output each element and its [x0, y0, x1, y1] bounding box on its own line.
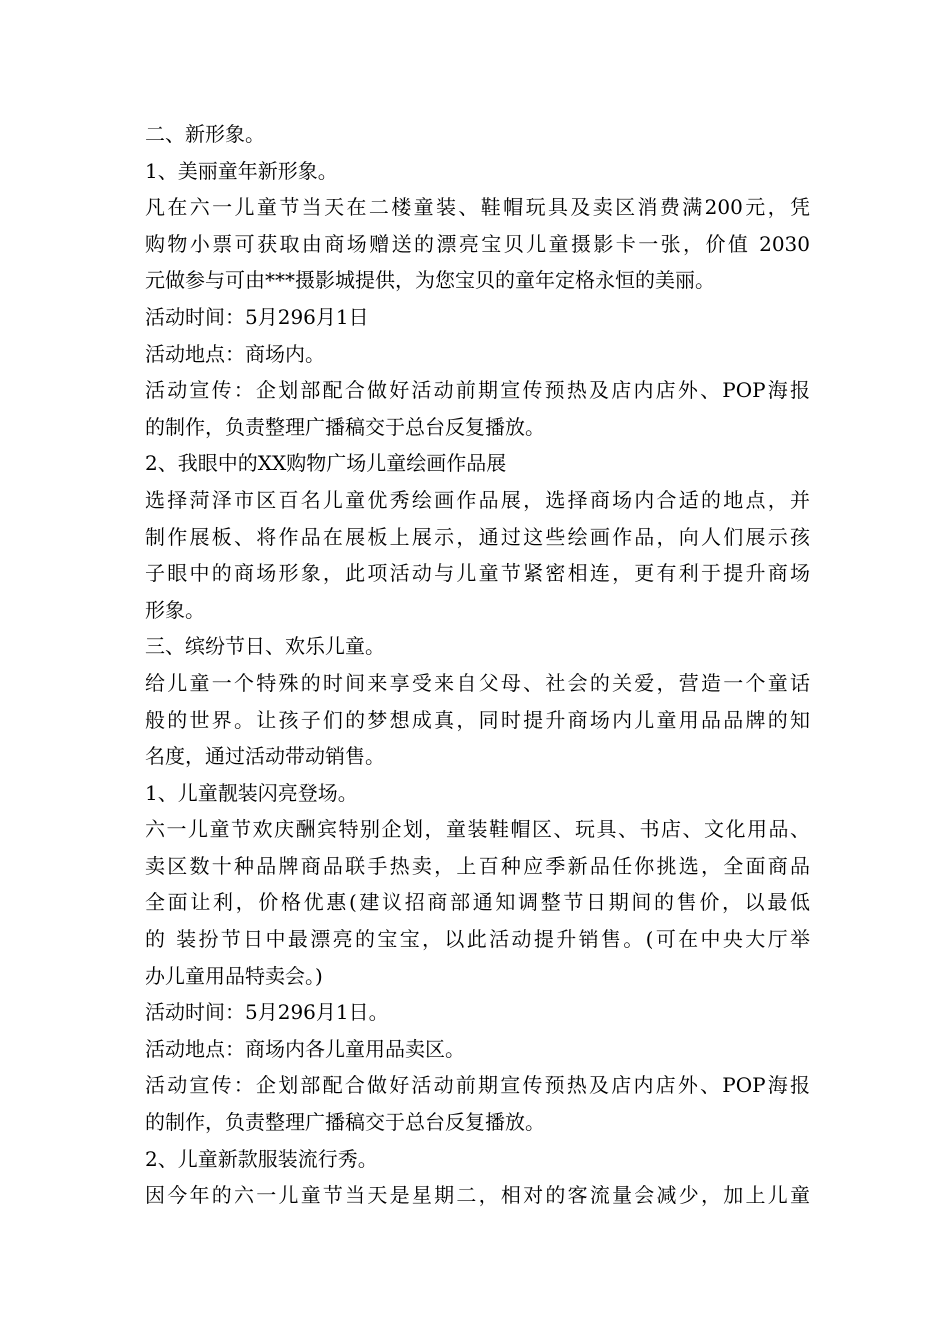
text-line: 凡在六一儿童节当天在二楼童装、鞋帽玩具及卖区消费满200元，凭 — [145, 195, 810, 220]
text-line: 购物小票可获取由商场赠送的漂亮宝贝儿童摄影卡一张，价值 2030 — [145, 231, 810, 256]
text-line: 的 装扮节日中最漂亮的宝宝，以此活动提升销售。(可在中央大厅举 — [145, 927, 810, 952]
text-line: 全面让利，价格优惠(建议招商部通知调整节日期间的售价，以最低 — [145, 890, 810, 915]
text-line: 三、缤纷节日、欢乐儿童。 — [145, 634, 385, 659]
text-line: 因今年的六一儿童节当天是星期二，相对的客流量会减少，加上儿童 — [145, 1183, 810, 1208]
text-line: 的制作，负责整理广播稿交于总台反复播放。 — [145, 1110, 545, 1135]
text-line: 选择菏泽市区百名儿童优秀绘画作品展，选择商场内合适的地点，并 — [145, 487, 810, 512]
text-line: 形象。 — [145, 597, 205, 622]
text-line: 名度，通过活动带动销售。 — [145, 744, 385, 769]
text-line: 元做参与可由***摄影城提供，为您宝贝的童年定格永恒的美丽。 — [145, 268, 715, 293]
text-line: 般的世界。让孩子们的梦想成真，同时提升商场内儿童用品品牌的知 — [145, 707, 810, 732]
text-line: 1、美丽童年新形象。 — [145, 158, 338, 183]
document-body — [145, 116, 810, 1214]
text-line: 活动地点：商场内。 — [145, 341, 325, 366]
text-line: 2、我眼中的XX购物广场儿童绘画作品展 — [145, 451, 507, 476]
text-line: 2、儿童新款服装流行秀。 — [145, 1146, 378, 1171]
text-line: 活动宣传：企划部配合做好活动前期宣传预热及店内店外、POP海报 — [145, 378, 810, 403]
text-line: 卖区数十种品牌商品联手热卖，上百种应季新品任你挑选，全面商品 — [145, 853, 810, 878]
text-line: 1、儿童靓装闪亮登场。 — [145, 780, 358, 805]
text-line: 给儿童一个特殊的时间来享受来自父母、社会的关爱，营造一个童话 — [145, 670, 810, 695]
text-line: 活动时间：5月296月1日 — [145, 304, 369, 329]
text-line: 办儿童用品特卖会。) — [145, 963, 323, 988]
text-line: 活动地点：商场内各儿童用品卖区。 — [145, 1036, 465, 1061]
text-line: 六一儿童节欢庆酬宾特别企划，童装鞋帽区、玩具、书店、文化用品、 — [145, 817, 810, 842]
text-line: 活动时间：5月296月1日。 — [145, 1000, 389, 1025]
text-line: 二、新形象。 — [145, 122, 265, 146]
text-line: 制作展板、将作品在展板上展示，通过这些绘画作品，向人们展示孩 — [145, 524, 810, 549]
text-line: 子眼中的商场形象，此项活动与儿童节紧密相连，更有利于提升商场 — [145, 561, 810, 586]
text-line: 的制作，负责整理广播稿交于总台反复播放。 — [145, 414, 545, 439]
text-line: 活动宣传：企划部配合做好活动前期宣传预热及店内店外、POP海报 — [145, 1073, 810, 1098]
